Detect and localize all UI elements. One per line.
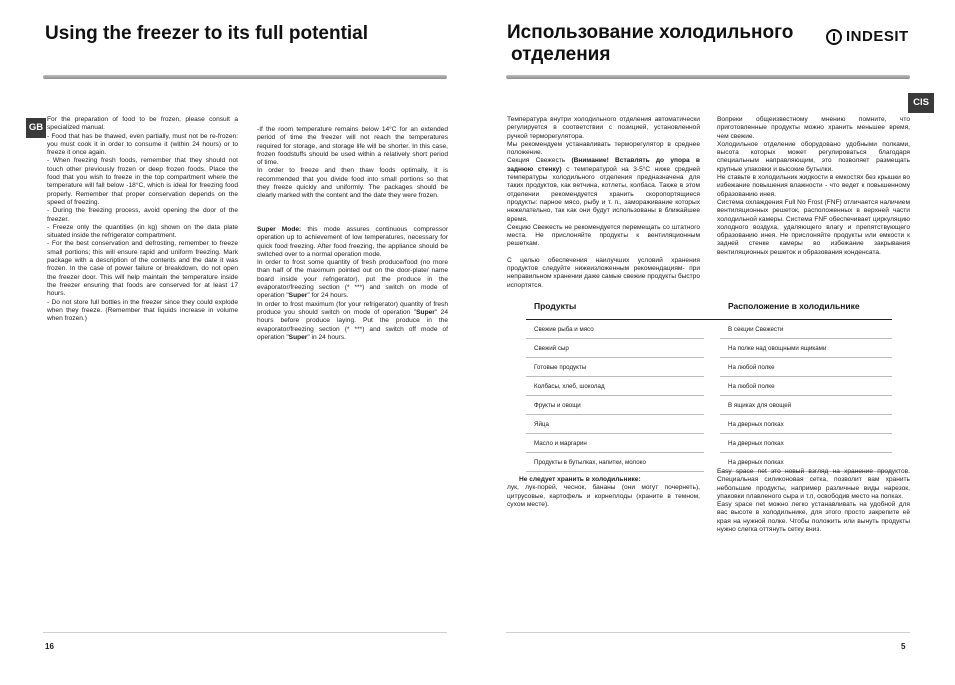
freshness-label: Секция Свежесть <box>507 157 572 165</box>
product-cell: Свежие рыба и мясо <box>526 320 704 339</box>
storage-advice: С целью обеспечения наилучших условий хранения продуктов следуйте нижеизложенным рекомендациям- при неправильном хранении даже самые свежие продукты быстро испортятся. <box>507 256 700 289</box>
left-column-2 <box>257 126 448 201</box>
product-cell: Яйца <box>526 415 704 434</box>
portions-paragraph: In order to freeze and then thaw foods optimally, it is recommended that you divide food into small portions so that they freeze quickly and uniformly. The packages should be clearly marked with the content and the date they were frozen. <box>257 167 448 200</box>
fridge-temp-paragraph: Температура внутри холодильного отделения автоматически регулируется в соответствии с позицией, установленной ручкой терморегулятора. <box>507 116 700 140</box>
product-cell: Готовые продукты <box>526 358 704 377</box>
right-title-line1: Использование холодильного <box>507 22 794 43</box>
right-footer-line <box>506 632 910 633</box>
freshness-warning: (Внимание! Вставлять до упора в заднюю стенку) <box>507 157 700 173</box>
fnf-paragraph: Система охлаждения Full No Frost (FNF) отличается наличием вентиляционных решеток, расположенных в верхней части холодильной камеры. Система FNF обеспечивает циркуляцию холодного воздуха, удаляющего влагу и препятствующего образованию инея. Не прислоняйте продукты или емкости к задней стенке камеры во избежание закрывания вентиляционных решеток и образования конденсата. <box>717 198 910 256</box>
product-cell: Свежий сыр <box>526 339 704 358</box>
product-cell: Колбасы, хлеб, шоколад <box>526 377 704 396</box>
location-cell: На дверных полках <box>720 434 892 453</box>
location-cell: На полке над овощными ящиками <box>720 339 892 358</box>
super-p3-end: " in 24 hours. <box>307 333 346 341</box>
table-row <box>526 339 892 358</box>
location-cell: На любой полке <box>720 358 892 377</box>
freezing-paragraph: - During the freezing process, avoid opening the door of the freezer. <box>47 207 238 223</box>
easy-space-paragraph-1: Easy space net это новый взгляд на хранение продуктов. Специальная силиконовая сетка, позволит вам хранить небольшие продукты, например различные виды нарезок, упаковки плавленого сыра и т.п, освободив место на полках. <box>717 468 910 500</box>
super-p2-text: In order to frost some quantity of fresh produce/food (no more than half of the maximum pointed out on the door-plate/ name board inside your refrigerator), put the produce in the evaporator/freezing section (* ***) and switch on mode of operation " <box>257 259 448 300</box>
table-row <box>526 358 892 377</box>
location-cell: В секции Свежести <box>720 320 892 339</box>
freezing-paragraph: - Freeze only the quantities (in kg) shown on the data plate situated inside the refrigerator compartment. <box>47 223 238 240</box>
location-cell: На дверных полках <box>720 453 892 472</box>
location-cell: В ящиках для овощей <box>720 396 892 415</box>
liquids-paragraph: Не ставьте в холодильник жидкости в емкостях без крышки во избежание повышения влажности - что ведет к повышенному образованию инея. <box>717 174 910 198</box>
right-page-title <box>507 22 793 66</box>
storage-table <box>526 293 892 472</box>
language-tag-cis: CIS <box>908 93 934 113</box>
freezing-paragraph: - Do not store full bottles in the freezer since they could explode when they freeze. (Remember that liquids increase in volume when frozen.) <box>47 298 238 323</box>
super-mode-label: Super Mode: <box>257 226 302 233</box>
super-p3-mid: " 24 hours before produce laying. Put the produce in the evaporator/freezing section (* ***) and switch off mode of operation " <box>257 308 448 341</box>
shelves-paragraph: Холодильное отделение оборудовано удобными полками, высота которых может регулироваться благодаря специальным направляющим, это позволяет размещать крупные упаковки и высокие бутылки. <box>717 140 910 173</box>
freezing-paragraph: - For the best conservation and defrosting, remember to freeze small portions; this will ensure rapid and uniform freezing. Mark package with a description of the contents and the date it was frozen. In the case of power failure or breakdown, do not open the freezer door. This will help maintain the temperature inside the freezer ensuring that foods are conserved for at least 17 hours. <box>47 240 238 298</box>
indesit-logo <box>826 28 909 45</box>
do-not-store-heading: Не следует хранить в холодильнике: <box>519 476 641 483</box>
header-products: Продукты <box>526 293 704 320</box>
super-word: Super <box>288 333 308 341</box>
right-title-line2: отделения <box>511 44 611 65</box>
header-location: Расположение в холодильнике <box>720 293 892 320</box>
super-p2-end: " for 24 hours. <box>307 292 349 300</box>
table-row <box>526 434 892 453</box>
left-page-title: Using the freezer to its full potential <box>45 23 369 44</box>
freezing-paragraph: For the preparation of food to be frozen, please consult a specialized manual. <box>47 116 238 132</box>
super-word: Super <box>288 292 308 300</box>
right-column-1 <box>507 116 700 290</box>
left-title-divider <box>43 75 447 79</box>
freshness-note: Секцию Свежесть не рекомендуется перемещать со штатного места. Не прислоняйте продукты к вентиляционным решеткам. <box>507 223 700 248</box>
super-word: Super <box>416 308 435 316</box>
product-cell: Фрукты и овощи <box>526 396 704 415</box>
do-not-store-section <box>507 476 700 509</box>
easy-space-section <box>717 468 910 534</box>
easy-space-paragraph-2: Easy space net можно легко устанавливать на удобной для вас высоте в холодильнике, для этого просто закрепите её края на нужной полке. Чтобы положить или вынуть продукты нужно слегка оттянуть сетку вниз. <box>717 501 910 534</box>
right-page-number: 5 <box>901 642 906 651</box>
room-temp-paragraph: -If the room temperature remains below 14°C for an extended period of time the freezer will not reach the temperatures required for storage, and storage life will be shorter. In this case, frozen foodstuffs should be used within a relatively short period of time. <box>257 126 448 167</box>
thermostat-paragraph: Мы рекомендуем устанавливать терморегулятор в среднее положение. <box>507 140 700 157</box>
product-cell: Продукты в бутылках, напитки, молоко <box>526 453 704 472</box>
brand-name: INDESIT <box>846 28 909 45</box>
table-row <box>526 320 892 339</box>
table-row <box>526 377 892 396</box>
table-row <box>526 415 892 434</box>
super-mode-text: this mode assures continuous compressor operation up to achievement of low temperatures, necessary for quick food freezing. After food freezing, the appliance should be switched over to a normal operation mode. <box>257 226 448 258</box>
left-column-1 <box>47 116 238 323</box>
right-title-divider <box>506 75 910 79</box>
freshness-text: с температурой на 3-5°С ниже средней температуры холодильного отделения предназначена для таких продуктов, как ветчина, котлеты, колбаса. Также в этом отделении рекомендуется хранить скоропортящиеся продукты: парное мясо, рыбу и т. п., замораживание которых нежелательно, так как они будут использованы в ближайшее время. <box>507 165 700 223</box>
freezing-paragraph: - When freezing fresh foods, remember that they should not touch other previously frozen or deep frozen foods. Place the food that you wish to freeze in the top compartment where the temperature will fall below -18°C, which is ideal for freezing food properly. Remember that proper conservation depends on the speed of freezing. <box>47 157 238 206</box>
cooked-food-paragraph: Вопреки общеизвестному мнению помните, что приготовленные продукты можно хранить меньшее время, чем свежие. <box>717 116 910 140</box>
table-row <box>526 396 892 415</box>
language-tag-gb: GB <box>26 118 46 138</box>
table-header-row <box>526 293 892 320</box>
super-p3-text: In order to frost maximum (for your refrigerator) quantity of fresh produce you should switch on mode of operation " <box>257 300 448 316</box>
left-page-number: 16 <box>45 642 54 651</box>
right-column-2 <box>717 116 910 257</box>
freezing-paragraph: - Food that has be thawed, even partially, must not be re-frozen: you must cook it in order to consume it (within 24 hours) or to freeze it once again. <box>47 132 238 157</box>
super-mode-section <box>257 226 448 342</box>
location-cell: На любой полке <box>720 377 892 396</box>
do-not-store-text: лук, лук-порей, чеснок, бананы (они могут почернеть), цитрусовые, картофель и корнеплоды (храните в темном, сухом месте). <box>507 484 700 508</box>
product-cell: Масло и маргарин <box>526 434 704 453</box>
location-cell: На дверных полках <box>720 415 892 434</box>
power-icon <box>826 29 842 45</box>
left-footer-line <box>43 632 447 633</box>
